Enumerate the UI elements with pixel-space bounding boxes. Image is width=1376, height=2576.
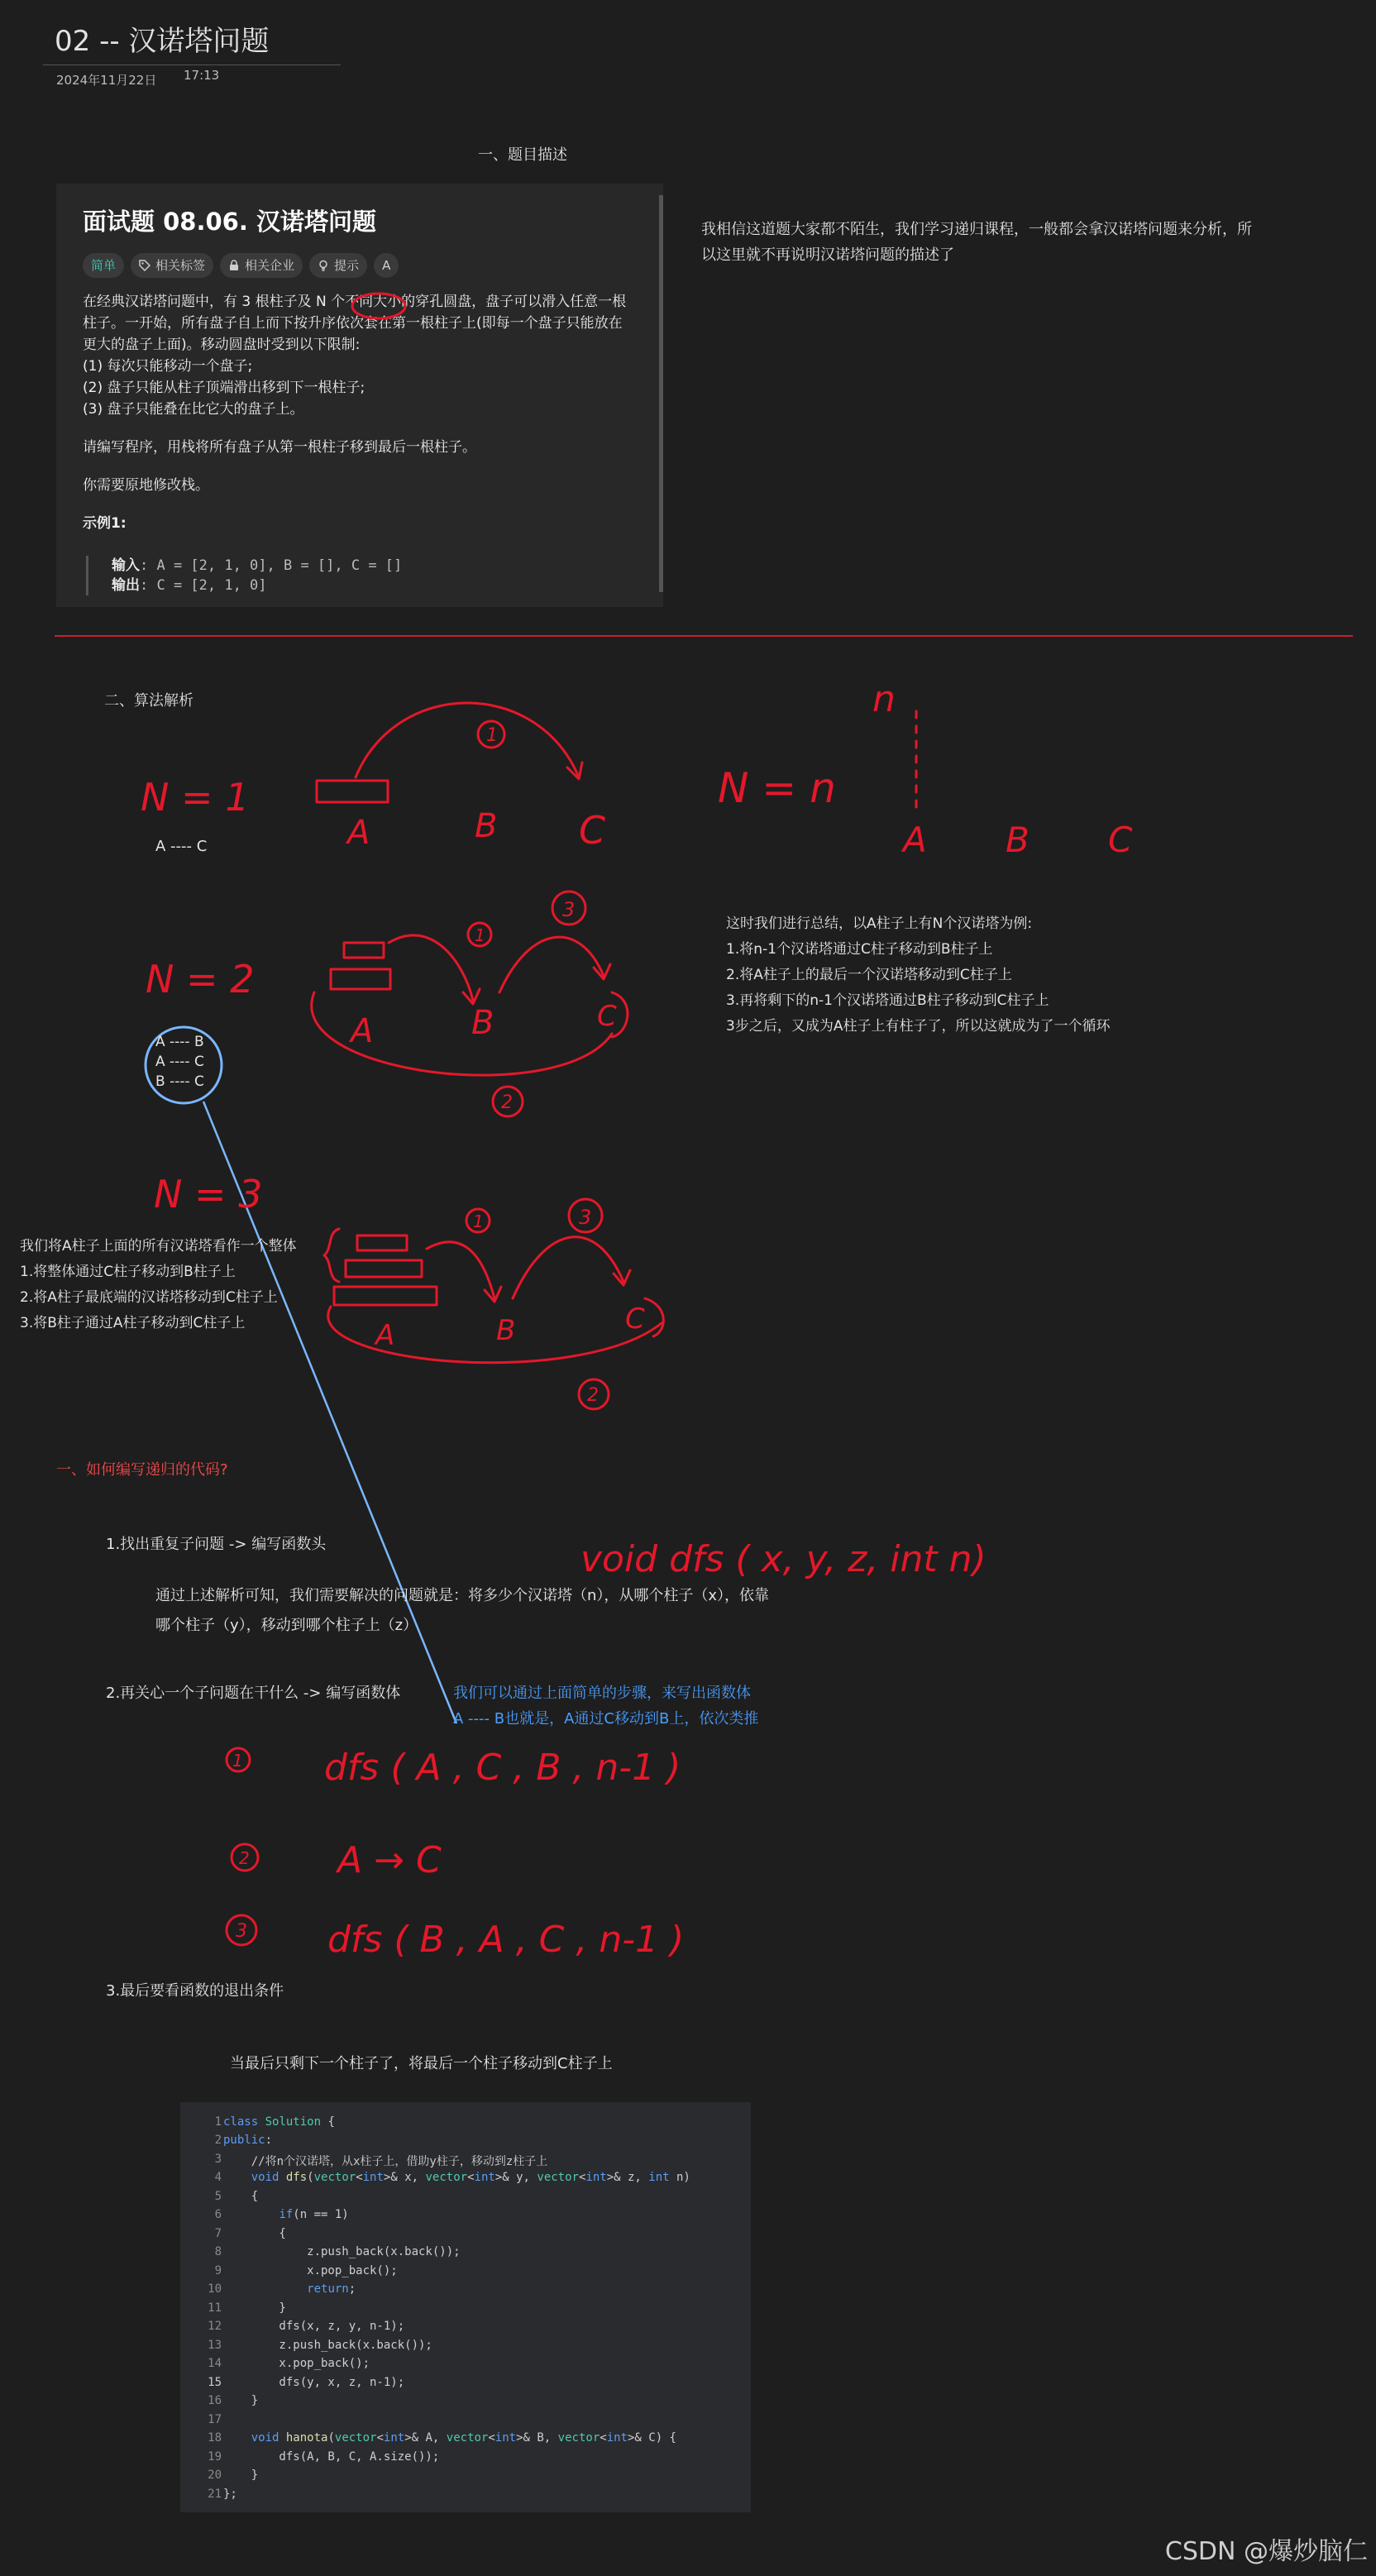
move-line: A ---- C xyxy=(155,1054,204,1070)
label-n2: N = 2 xyxy=(146,957,255,1001)
section-title-description: 一、题目描述 xyxy=(478,146,567,164)
svg-text:C: C xyxy=(625,1302,645,1336)
svg-text:C: C xyxy=(597,1000,617,1033)
exit-condition: 当最后只剩下一个柱子了，将最后一个柱子移动到C柱子上 xyxy=(230,2055,613,2072)
code-line: return; xyxy=(307,2282,356,2296)
note-title: 02 -- 汉诺塔问题 xyxy=(55,25,270,58)
code-line: } xyxy=(223,2301,286,2315)
move-line: A ---- B xyxy=(155,1034,204,1050)
example-title: 示例1: xyxy=(83,515,127,532)
red-divider xyxy=(55,635,1353,637)
problem-card xyxy=(56,184,663,607)
summary-text: 这时我们进行总结，以A柱子上有N个汉诺塔为例: 1.将n-1个汉诺塔通过C柱子移动到B柱子上 2.将A柱子上的最后一个汉诺塔移动到C柱子上 3.再将剩下的n-1个汉诺塔通过B柱子移动到C柱子上 3步之后，又成为A柱子上有柱子了，所以这就成为了一个循环 xyxy=(726,915,1111,1035)
code-line: x.pop_back(); xyxy=(223,2357,370,2370)
problem-inplace: 你需要原地修改栈。 xyxy=(83,477,209,494)
desc-line: (3) 盘子只能叠在比它大的盘子上。 xyxy=(83,401,304,418)
svg-text:2: 2 xyxy=(239,1848,250,1868)
problem-task: 请编写程序，用栈将所有盘子从第一根柱子移到最后一根柱子。 xyxy=(83,439,476,456)
intro-text: 我相信这道题大家都不陌生，我们学习递归课程，一般都会拿汉诺塔问题来分析，所 以这里就不再说明汉诺塔问题的描述了 xyxy=(701,221,1252,264)
label-n3: N = 3 xyxy=(154,1172,263,1216)
code-line: void hanota(vector<int>& A, vector<int>& B, vector<int>& C) { xyxy=(251,2431,676,2445)
desc-line: 更大的盘子上面)。移动圆盘时受到以下限制: xyxy=(83,337,361,353)
call-3: dfs ( B , A , C , n-1 ) xyxy=(327,1919,685,1961)
desc-line: 在经典汉诺塔问题中，有 3 根柱子及 N 个不同大小的穿孔圆盘，盘子可以滑入任意一根 xyxy=(83,294,627,310)
svg-text:C: C xyxy=(1108,820,1133,860)
related-tags-button[interactable]: 相关标签 xyxy=(131,253,213,278)
arc-arrow xyxy=(356,703,579,777)
code-line: { xyxy=(223,2227,286,2240)
code-block[interactable]: 1 class Solution { 2 public: 3 //将n个汉诺塔，从x柱子上，借助y柱子，移动到z柱子上 4 void dfs(vector<int>& x, vector<int>& y, vector<int>& z, int n) 5 { 6 if(n == 1) 7 { 8 z.push_back(x.back()); 9 x.pop_back(); 10 return; 11 } 12 dfs(x, z, y, n-1); 13 z.push_back(x.back()); 14 x.pop_back(); 15 dfs(y, x, z, n-1); 16 } 17 18 void hanota(vector<int>& A, vector<int>& B, vector<int>& C) { 19 dfs(A, B, C, A.size()); 20 } 21 }; xyxy=(180,2102,751,2512)
handwritten-diagrams xyxy=(0,645,1376,2266)
svg-text:2: 2 xyxy=(587,1385,599,1406)
difficulty-tag[interactable]: 简单 xyxy=(83,253,124,278)
step-2: 2.再关心一个子问题在干什么 -> 编写函数体 xyxy=(106,1685,401,1702)
desc-line: (1) 每次只能移动一个盘子; xyxy=(83,358,253,375)
svg-text:A: A xyxy=(903,820,927,860)
note-time: 17:13 xyxy=(184,68,220,83)
code-line: } xyxy=(223,2468,259,2482)
code-line: class Solution { xyxy=(223,2115,335,2129)
code-line: z.push_back(x.back()); xyxy=(223,2245,461,2258)
step-1-detail: 通过上述解析可知，我们需要解决的问题就是：将多少个汉诺塔（n），从哪个柱子（x），依靠 哪个柱子（y），移动到哪个柱子上（z） xyxy=(155,1587,770,1634)
code-line: dfs(x, z, y, n-1); xyxy=(223,2320,405,2333)
watermark: CSDN @爆炒脑仁 xyxy=(1164,2537,1368,2566)
disk xyxy=(317,781,388,802)
circle-annotation xyxy=(56,184,663,607)
peg-c: C xyxy=(579,808,606,853)
code-line: public: xyxy=(223,2134,273,2147)
svg-text:A: A xyxy=(375,1319,395,1352)
svg-text:3: 3 xyxy=(236,1921,247,1942)
section-title-code: 一、如何编写递归的代码? xyxy=(56,1461,228,1479)
note-date: 2024年11月22日 xyxy=(56,73,157,88)
problem-title: 面试题 08.06. 汉诺塔问题 xyxy=(83,208,376,236)
whole-explanation: 我们将A柱子上面的所有汉诺塔看作一个整体 1.将整体通过C柱子移动到B柱子上 2.将A柱子最底端的汉诺塔移动到C柱子上 3.将B柱子通过A柱子移动到C柱子上 xyxy=(20,1238,297,1331)
section-title-analysis: 二、算法解析 xyxy=(104,692,194,710)
svg-text:1: 1 xyxy=(232,1751,243,1771)
svg-text:1: 1 xyxy=(486,725,498,746)
example-block: 输入: A = [2, 1, 0], B = [], C = [] 输出: C = [2, 1, 0] xyxy=(86,556,402,595)
svg-text:B: B xyxy=(471,1004,494,1042)
step-1: 1.找出重复子问题 -> 编写函数头 xyxy=(106,1536,327,1553)
translate-icon: A xyxy=(382,258,391,273)
code-line: //将n个汉诺塔，从x柱子上，借助y柱子，移动到z柱子上 xyxy=(223,2155,548,2168)
step-3: 3.最后要看函数的退出条件 xyxy=(106,1982,284,2000)
example-output: : C = [2, 1, 0] xyxy=(140,577,267,594)
related-companies-button[interactable]: 相关企业 xyxy=(220,253,303,278)
label-nn: N = n xyxy=(718,764,836,812)
desc-line: (2) 盘子只能从柱子顶端滑出移到下一根柱子; xyxy=(83,380,366,396)
label-n1: N = 1 xyxy=(141,775,250,820)
svg-text:3: 3 xyxy=(562,898,576,921)
call-1: dfs ( A , C , B , n-1 ) xyxy=(324,1747,681,1789)
svg-text:1: 1 xyxy=(473,1212,484,1231)
func-head-handwriting: void dfs ( x, y, z, int n) xyxy=(580,1538,987,1580)
move-line: B ---- C xyxy=(155,1073,204,1090)
code-line: dfs(A, B, C, A.size()); xyxy=(223,2450,440,2464)
call-2: A → C xyxy=(337,1839,442,1881)
card-scrollbar[interactable] xyxy=(659,195,663,592)
svg-text:A: A xyxy=(351,1012,374,1050)
code-line: } xyxy=(223,2394,259,2407)
desc-line: 柱子。一开始，所有盘子自上而下按升序依次套在第一根柱子上(即每一个盘子只能放在 xyxy=(83,315,623,332)
code-line: void dfs(vector<int>& x, vector<int>& y, vector<int>& z, int n) xyxy=(251,2171,690,2184)
code-line: dfs(y, x, z, n-1); xyxy=(223,2376,405,2389)
svg-text:3: 3 xyxy=(579,1206,592,1229)
code-line: if(n == 1) xyxy=(279,2208,349,2221)
blue-note: 我们可以通过上面简单的步骤，来写出函数体 A ---- B也就是，A通过C移动到B上，依次类推 xyxy=(453,1685,759,1728)
case2-moves xyxy=(155,1032,204,1092)
code-line: z.push_back(x.back()); xyxy=(223,2339,432,2352)
label-n-small: n xyxy=(872,678,896,720)
peg-b: B xyxy=(475,807,498,845)
svg-text:B: B xyxy=(496,1314,516,1347)
example-input: : A = [2, 1, 0], B = [], C = [] xyxy=(140,557,403,574)
code-line: { xyxy=(223,2190,259,2203)
case1-result: A ---- C xyxy=(155,838,208,855)
svg-text:1: 1 xyxy=(475,925,485,945)
svg-text:B: B xyxy=(1006,820,1030,860)
hint-button[interactable]: 提示 xyxy=(309,253,367,278)
peg-a: A xyxy=(347,814,370,852)
code-line: }; xyxy=(223,2488,237,2501)
svg-text:2: 2 xyxy=(501,1092,513,1113)
code-line: x.pop_back(); xyxy=(223,2264,398,2277)
